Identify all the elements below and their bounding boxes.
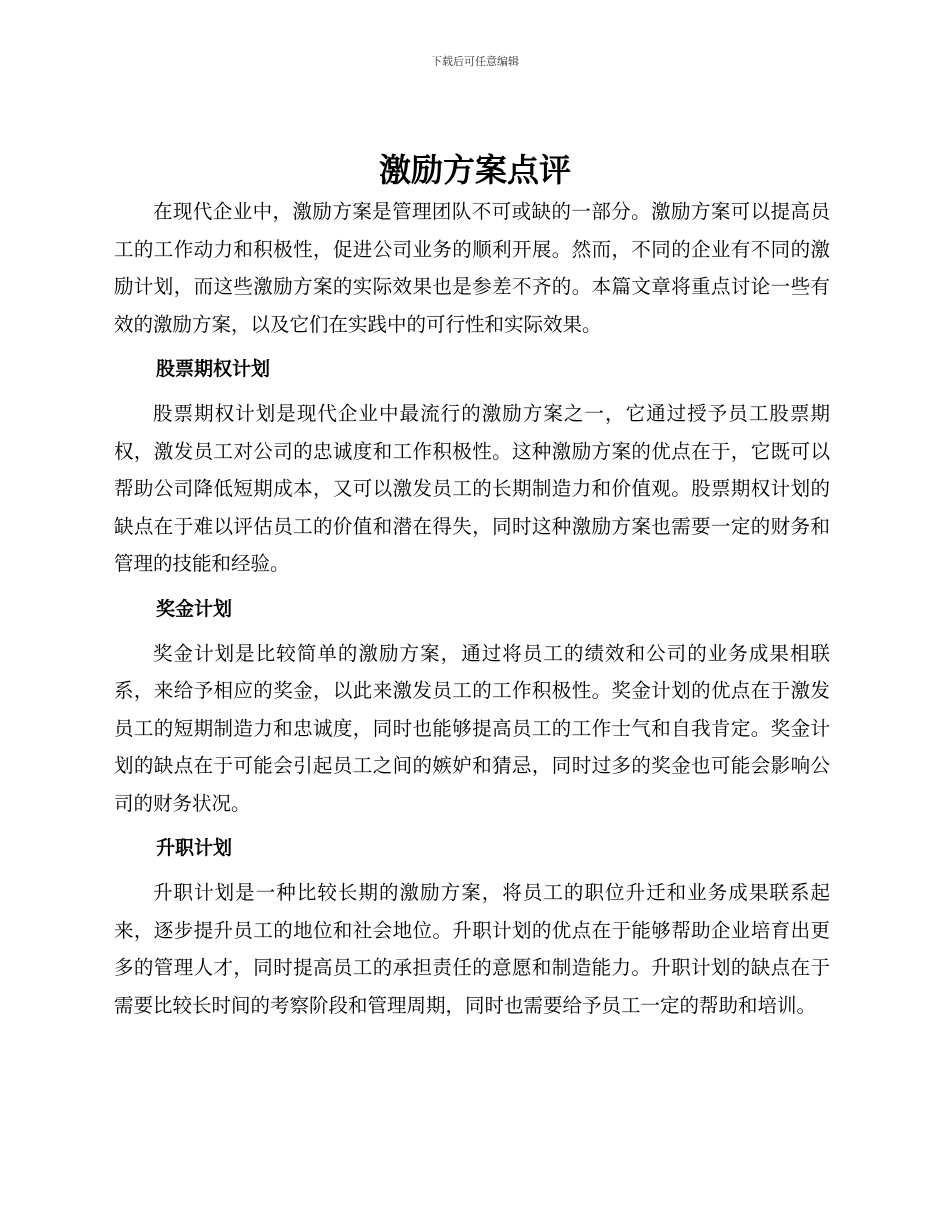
document-body (114, 193, 830, 1024)
document-title: 激励方案点评 (378, 151, 571, 189)
section-heading-bonus: 奖金计划 (156, 597, 233, 620)
section-heading-stock-options: 股票期权计划 (156, 358, 271, 380)
intro-paragraph: 在现代企业中，激励方案是管理团队不可或缺的一部分。激励方案可以提高员工的工作动力和积极性，促进公司业务的顺利开展。然而，不同的企业有不同的激励计划，而这些激励方案的实际效果也是参差不齐的。本篇文章将重点讨论一些有效的激励方案，以及它们在实践中的可行性和实际效果。 (114, 200, 830, 336)
section-heading-promotion: 升职计划 (156, 837, 233, 859)
header-note: 下载后可任意编辑 (431, 55, 519, 68)
section-paragraph-bonus: 奖金计划是比较简单的激励方案，通过将员工的绩效和公司的业务成果相联系，来给予相应的奖金，以此来激发员工的工作积极性。奖金计划的优点在于激发员工的短期制造力和忠诚度，同时也能够提高员工的工作士气和自我肯定。奖金计划的缺点在于可能会引起员工之间的嫉妒和猜忌，同时过多的奖金也可能会影响公司的财务状况。 (114, 641, 830, 815)
section-paragraph-stock-options: 股票期权计划是现代企业中最流行的激励方案之一，它通过授予员工股票期权，激发员工对公司的忠诚度和工作积极性。这种激励方案的优点在于，它既可以帮助公司降低短期成本，又可以激发员工的长期制造力和价值观。股票期权计划的缺点在于难以评估员工的价值和潜在得失，同时这种激励方案也需要一定的财务和管理的技能和经验。 (114, 402, 830, 575)
section-paragraph-promotion: 升职计划是一种比较长期的激励方案，将员工的职位升迁和业务成果联系起来，逐步提升员工的地位和社会地位。升职计划的优点在于能够帮助企业培育出更多的管理人才，同时提高员工的承担责任的意愿和制造能力。升职计划的缺点在于需要比较长时间的考察阶段和管理周期，同时也需要给予员工一定的帮助和培训。 (114, 881, 830, 1017)
